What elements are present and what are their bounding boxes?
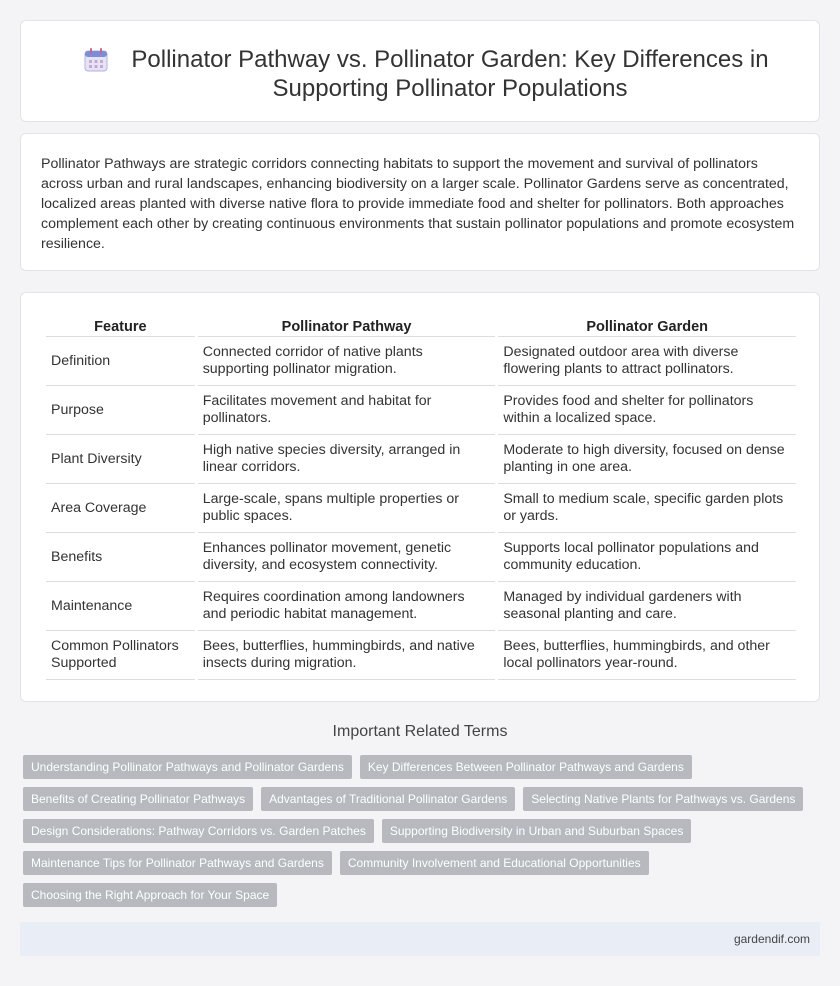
term-tag[interactable]: Choosing the Right Approach for Your Space: [23, 883, 277, 907]
row-pathway: Large-scale, spans multiple properties or public spaces.: [198, 484, 496, 533]
comparison-card: [20, 292, 820, 702]
row-feature: Common Pollinators Supported: [46, 631, 195, 680]
row-pathway: Facilitates movement and habitat for pollinators.: [198, 386, 496, 435]
row-garden: Small to medium scale, specific garden plots or yards.: [498, 484, 796, 533]
term-tag[interactable]: Design Considerations: Pathway Corridors vs. Garden Patches: [23, 819, 374, 843]
row-feature: Definition: [46, 337, 195, 386]
row-garden: Managed by individual gardeners with seasonal planting and care.: [498, 582, 796, 631]
row-pathway: Bees, butterflies, hummingbirds, and native insects during migration.: [198, 631, 496, 680]
table-row: [46, 386, 796, 435]
row-pathway: Enhances pollinator movement, genetic diversity, and ecosystem connectivity.: [198, 533, 496, 582]
row-feature: Benefits: [46, 533, 195, 582]
calendar-icon: [83, 47, 109, 73]
term-tag[interactable]: Advantages of Traditional Pollinator Gardens: [261, 787, 515, 811]
header-card: [20, 20, 820, 122]
row-feature: Area Coverage: [46, 484, 195, 533]
term-tag[interactable]: Maintenance Tips for Pollinator Pathways and Gardens: [23, 851, 332, 875]
term-tag[interactable]: Understanding Pollinator Pathways and Pollinator Gardens: [23, 755, 352, 779]
row-garden: Provides food and shelter for pollinators within a localized space.: [498, 386, 796, 435]
table-row: [46, 533, 796, 582]
page-title: Pollinator Pathway vs. Pollinator Garden: Key Differences in Supporting Pollinator Populations: [131, 46, 769, 102]
footer-site[interactable]: gardendif.com: [733, 932, 810, 946]
row-garden: Bees, butterflies, hummingbirds, and other local pollinators year-round.: [498, 631, 796, 680]
row-feature: Plant Diversity: [46, 435, 195, 484]
row-garden: Designated outdoor area with diverse flowering plants to attract pollinators.: [498, 337, 796, 386]
related-terms-list: [23, 755, 823, 907]
header-pathway: Pollinator Pathway: [198, 315, 496, 337]
row-feature: Maintenance: [46, 582, 195, 631]
term-tag[interactable]: Selecting Native Plants for Pathways vs. Gardens: [523, 787, 803, 811]
table-row: [46, 435, 796, 484]
footer: [20, 922, 820, 956]
intro-card: [20, 133, 820, 271]
comparison-table: [43, 315, 799, 680]
header-garden: Pollinator Garden: [498, 315, 796, 337]
term-tag[interactable]: Benefits of Creating Pollinator Pathways: [23, 787, 253, 811]
term-tag[interactable]: Key Differences Between Pollinator Pathways and Gardens: [360, 755, 692, 779]
related-terms-title: Important Related Terms: [332, 723, 508, 740]
table-row: [46, 631, 796, 680]
row-pathway: High native species diversity, arranged in linear corridors.: [198, 435, 496, 484]
table-row: [46, 484, 796, 533]
term-tag[interactable]: Community Involvement and Educational Opportunities: [340, 851, 649, 875]
row-pathway: Connected corridor of native plants supporting pollinator migration.: [198, 337, 496, 386]
header-feature: Feature: [46, 315, 195, 337]
intro-paragraph: Pollinator Pathways are strategic corridors connecting habitats to support the movement and survival of pollinators across urban and rural landscapes, enhancing biodiversity on a larger scale. Pollinator Gardens serve as concentrated, localized areas planted with diverse native flora to provide immediate food and shelter for pollinators. Both approaches complement each other by creating continuous environments that sustain pollinator populations and promote ecosystem resilience.: [41, 156, 795, 252]
row-pathway: Requires coordination among landowners and periodic habitat management.: [198, 582, 496, 631]
table-row: [46, 337, 796, 386]
row-garden: Moderate to high diversity, focused on dense planting in one area.: [498, 435, 796, 484]
term-tag[interactable]: Supporting Biodiversity in Urban and Suburban Spaces: [382, 819, 692, 843]
table-header-row: [46, 315, 796, 337]
row-garden: Supports local pollinator populations and community education.: [498, 533, 796, 582]
row-feature: Purpose: [46, 386, 195, 435]
table-row: [46, 582, 796, 631]
